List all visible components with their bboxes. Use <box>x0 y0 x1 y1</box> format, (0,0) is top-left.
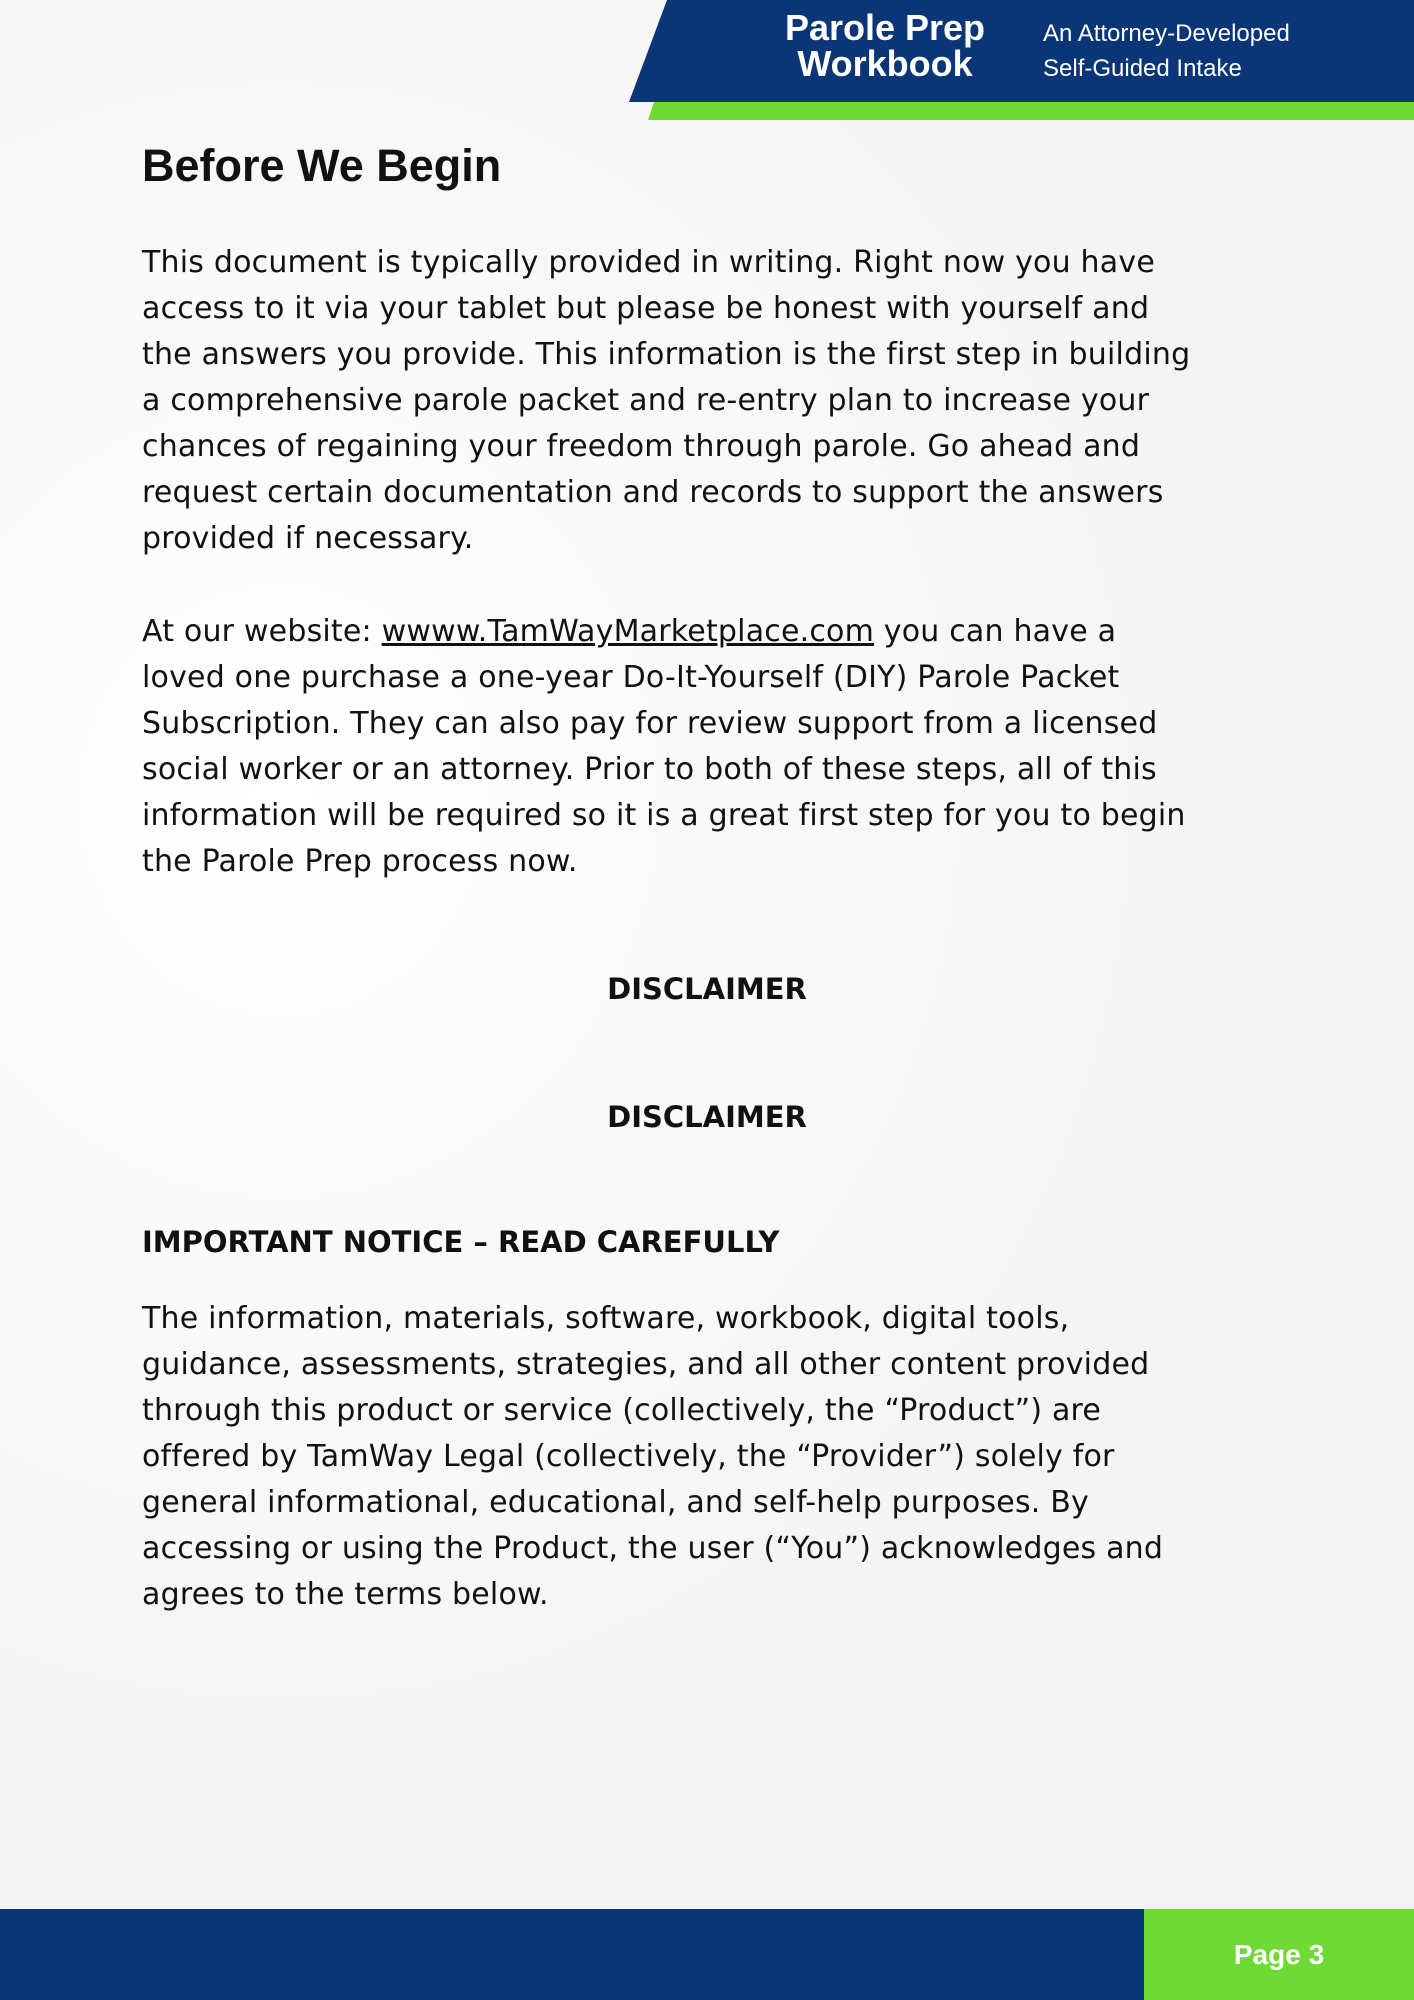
tagline-line-1: An Attorney-Developed <box>1043 20 1290 47</box>
footer-bar <box>0 1909 1144 2000</box>
disclaimer-heading: DISCLAIMER <box>607 1100 807 1134</box>
page-number: Page 3 <box>1233 1938 1325 1970</box>
tagline-line-2: Self-Guided Intake <box>1043 55 1242 82</box>
text-line: a comprehensive parole packet and re-entry plan to increase your <box>142 383 1150 418</box>
text-line: the Parole Prep process now. <box>142 844 578 879</box>
text-line: social worker or an attorney. Prior to both of these steps, all of this <box>142 752 1157 787</box>
text-line: guidance, assessments, strategies, and all other content provided <box>142 1347 1150 1382</box>
website-link[interactable]: wwww.TamWayMarketplace.com <box>381 614 875 649</box>
text-line: the answers you provide. This information is the first step in building <box>142 337 1191 372</box>
text-line: offered by TamWay Legal (collectively, the “Provider”) solely for <box>142 1439 1115 1474</box>
page-number-badge <box>1144 1909 1414 2000</box>
notice-heading: IMPORTANT NOTICE – READ CAREFULLY <box>142 1225 780 1259</box>
notice-paragraph <box>142 1296 1163 1618</box>
page-title: Before We Begin <box>142 140 502 191</box>
text-line: general informational, educational, and self-help purposes. By <box>142 1485 1089 1520</box>
text-line <box>142 609 1186 655</box>
text-line: accessing or using the Product, the user (“You”) acknowledges and <box>142 1531 1164 1566</box>
text-line: Subscription. They can also pay for review support from a licensed <box>142 706 1158 741</box>
text-line: This document is typically provided in writing. Right now you have <box>142 245 1155 280</box>
text-line: agrees to the terms below. <box>142 1577 549 1612</box>
brand-line-1: Parole Prep <box>784 7 986 48</box>
header-banner <box>629 0 1414 102</box>
text-line: provided if necessary. <box>142 521 474 556</box>
brand-tagline <box>1043 16 1290 86</box>
intro-paragraph <box>142 240 1190 562</box>
website-paragraph <box>142 609 1186 885</box>
text-line: The information, materials, software, workbook, digital tools, <box>142 1301 1070 1336</box>
disclaimer-heading: DISCLAIMER <box>607 972 807 1006</box>
text-line: through this product or service (collectively, the “Product”) are <box>142 1393 1102 1428</box>
text-line: information will be required so it is a great first step for you to begin <box>142 798 1186 833</box>
text: you can have a <box>874 614 1117 649</box>
brand-title <box>760 7 1010 84</box>
text-line: chances of regaining your freedom through parole. Go ahead and <box>142 429 1141 464</box>
text-line: request certain documentation and records to support the answers <box>142 475 1164 510</box>
brand-line-2: Workbook <box>797 43 973 84</box>
text-line: access to it via your tablet but please be honest with yourself and <box>142 291 1150 326</box>
header-accent-stripe <box>648 102 1414 120</box>
text: At our website: <box>142 614 382 649</box>
text-line: loved one purchase a one-year Do-It-Yourself (DIY) Parole Packet <box>142 660 1120 695</box>
